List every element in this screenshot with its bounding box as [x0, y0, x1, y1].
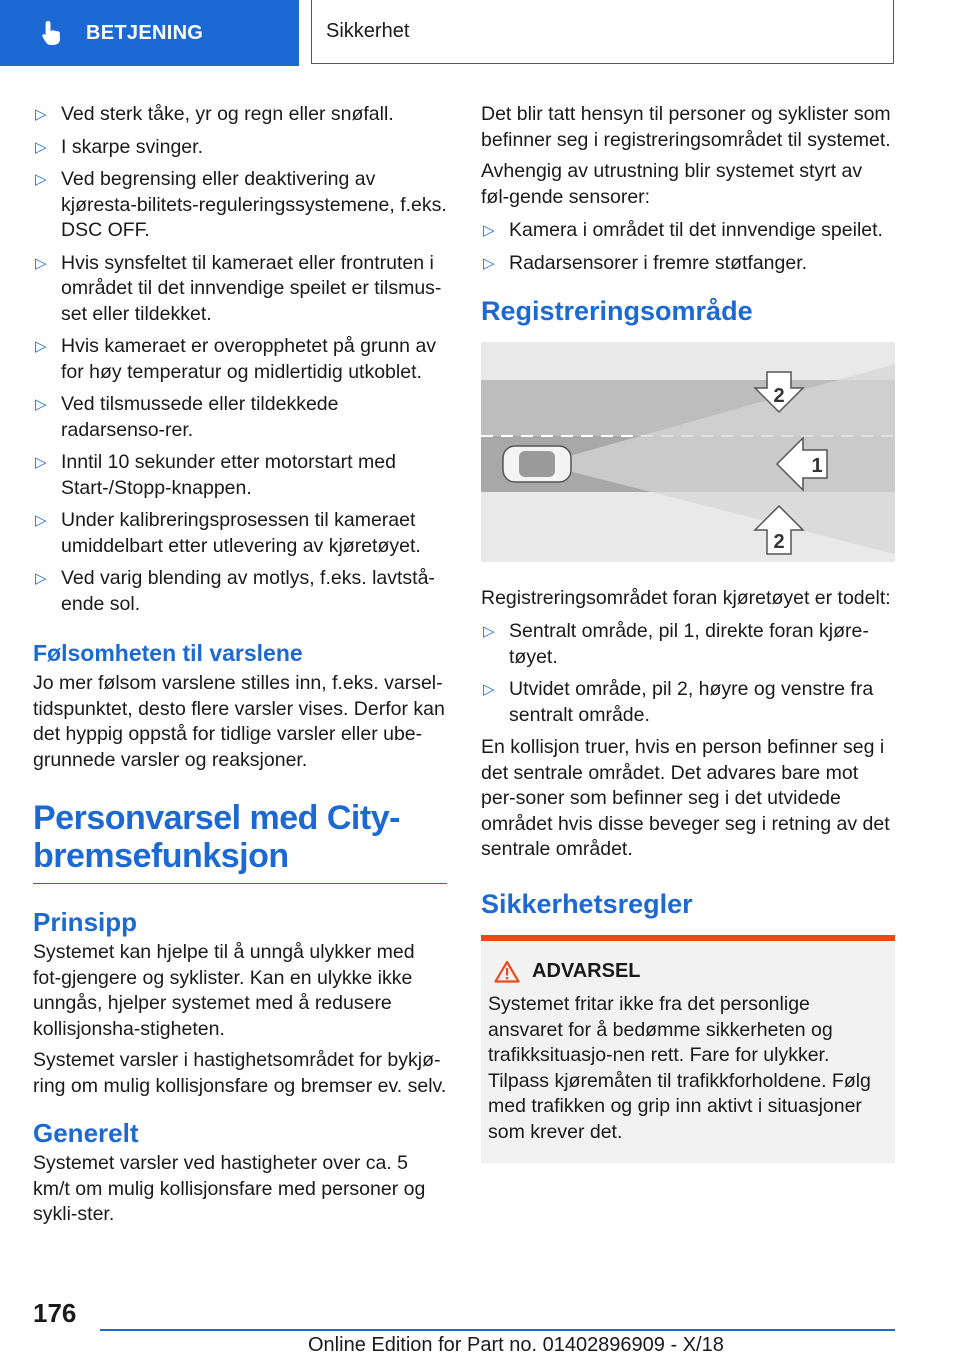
zones-list	[481, 619, 895, 728]
triangle-bullet-icon: ▷	[35, 338, 47, 355]
list-item: ▷ I skarpe svinger.	[33, 135, 447, 161]
triangle-bullet-icon: ▷	[483, 681, 495, 698]
svg-text:2: 2	[773, 531, 785, 553]
triangle-bullet-icon: ▷	[483, 222, 495, 239]
list-item: ▷ Ved tilsmussede eller tildekkede radarsenso-rer.	[35, 393, 339, 441]
general-heading: Generelt	[33, 1118, 139, 1148]
triangle-bullet-icon: ▷	[35, 570, 47, 587]
triangle-bullet-icon: ▷	[35, 171, 47, 188]
sensitivity-heading: Følsomheten til varslene	[33, 640, 303, 666]
list-item: ▷ Kamera i området til det innvendige speilet.	[481, 218, 895, 244]
intro-paragraph-2: Avhengig av utrustning blir systemet styrt av føl-gende sensorer:	[481, 160, 863, 208]
intro-paragraph-1: Det blir tatt hensyn til personer og syklister som befinner seg i registreringsområdet til systemet.	[481, 103, 891, 151]
section-label: Sikkerhet	[326, 20, 410, 42]
svg-text:1: 1	[811, 455, 823, 477]
edition-text: Online Edition for Part no. 01402896909 - X/18	[308, 1334, 724, 1356]
detection-paragraph: En kollisjon truer, hvis en person befinner seg i det sentrale området. Det advares bare mot per-soner som befinner seg i det utvidede området hvis disse beveger seg i retning av det sentrale området.	[481, 736, 890, 860]
principle-paragraph-2: Systemet varsler i hastighetsområdet for bykjø-ring om mulig kollisjonsfare og bremser ev. selv.	[33, 1049, 447, 1097]
detection-intro: Registreringsområdet foran kjøretøyet er todelt:	[481, 586, 891, 609]
triangle-bullet-icon: ▷	[35, 454, 47, 471]
svg-text:2: 2	[773, 385, 785, 407]
hand-pointer-icon	[40, 19, 66, 47]
right-column	[481, 102, 895, 1163]
triangle-bullet-icon: ▷	[35, 396, 47, 413]
warning-title: ADVARSEL	[532, 959, 641, 982]
triangle-bullet-icon: ▷	[35, 254, 47, 272]
triangle-bullet-icon: ▷	[35, 512, 47, 529]
page-number: 176	[33, 1298, 77, 1328]
triangle-bullet-icon: ▷	[35, 138, 47, 156]
car-icon	[503, 446, 571, 482]
chapter-label: BETJENING	[86, 21, 204, 44]
general-paragraph: Systemet varsler ved hastigheter over ca. 5 km/t om mulig kollisjonsfare med personer og sykli-ster.	[33, 1152, 426, 1225]
list-item: ▷ Radarsensorer i fremre støtfanger.	[481, 251, 895, 277]
warning-box	[481, 941, 895, 1164]
triangle-bullet-icon: ▷	[483, 623, 495, 640]
list-item: ▷ Hvis synsfeltet til kameraet eller frontruten i området til det innvendige speilet er tilsmus-set eller tildekket.	[35, 251, 442, 325]
list-item: ▷ Hvis kameraet er overopphetet på grunn av for høy temperatur og midlertidig utkoblet.	[35, 335, 437, 383]
main-heading: Personvarsel med City-bremsefunksjon	[33, 799, 447, 884]
principle-paragraph-1: Systemet kan hjelpe til å unngå ulykker med fot-gjengere og syklister. Kan en ulykke ikke unngås, hjelper systemet med å redusere kollisjonsha-stigheten.	[33, 941, 415, 1040]
detection-area-diagram	[481, 342, 895, 562]
triangle-bullet-icon: ▷	[35, 106, 47, 123]
list-item: ▷ Ved begrensing eller deaktivering av kjøresta-bilitets-reguleringssystemene, f.eks. DSC OFF.	[35, 168, 447, 241]
sensitivity-paragraph: Jo mer følsom varslene stilles inn, f.eks. varsel-tidspunktet, desto flere varsler vises. Derfor kan det hyppig oppstå for tidlige varsler eller ube-grunnede varsler og reaksjoner.	[33, 672, 445, 771]
safety-heading: Sikkerhetsregler	[481, 888, 693, 919]
list-item: ▷ Ved sterk tåke, yr og regn eller snøfall.	[33, 102, 447, 128]
limitations-list	[33, 102, 447, 617]
triangle-bullet-icon: ▷	[483, 254, 495, 272]
warning-text: Systemet fritar ikke fra det personlige ansvaret for å bedømme sikkerheten og trafikksituasjo-nen rett. Fare for ulykker. Tilpass kjøremåten til trafikkforholdene. Følg med trafikken og grip inn aktivt i situasjoner som krever det.	[488, 993, 871, 1143]
list-item: ▷ Utvidet område, pil 2, høyre og venstre fra sentralt område.	[483, 678, 874, 726]
list-item: ▷ Ved varig blending av motlys, f.eks. lavtstå-ende sol.	[35, 567, 435, 615]
header-chapter-tab	[0, 0, 299, 66]
principle-heading: Prinsipp	[33, 907, 138, 937]
footer-divider	[100, 1329, 895, 1331]
list-item: ▷ Inntil 10 sekunder etter motorstart med Start-/Stopp-knappen.	[35, 451, 396, 499]
list-item: ▷ Sentralt område, pil 1, direkte foran kjøre-tøyet.	[483, 620, 869, 668]
left-column	[33, 102, 447, 1234]
warning-triangle-icon	[494, 960, 520, 983]
warning-title-row	[488, 959, 887, 985]
detection-heading: Registreringsområde	[481, 296, 753, 326]
list-item: ▷ Under kalibreringsprosessen til kameraet umiddelbart etter utlevering av kjøretøyet.	[35, 509, 421, 557]
sensors-list	[481, 218, 895, 276]
header-section-box	[311, 0, 894, 64]
